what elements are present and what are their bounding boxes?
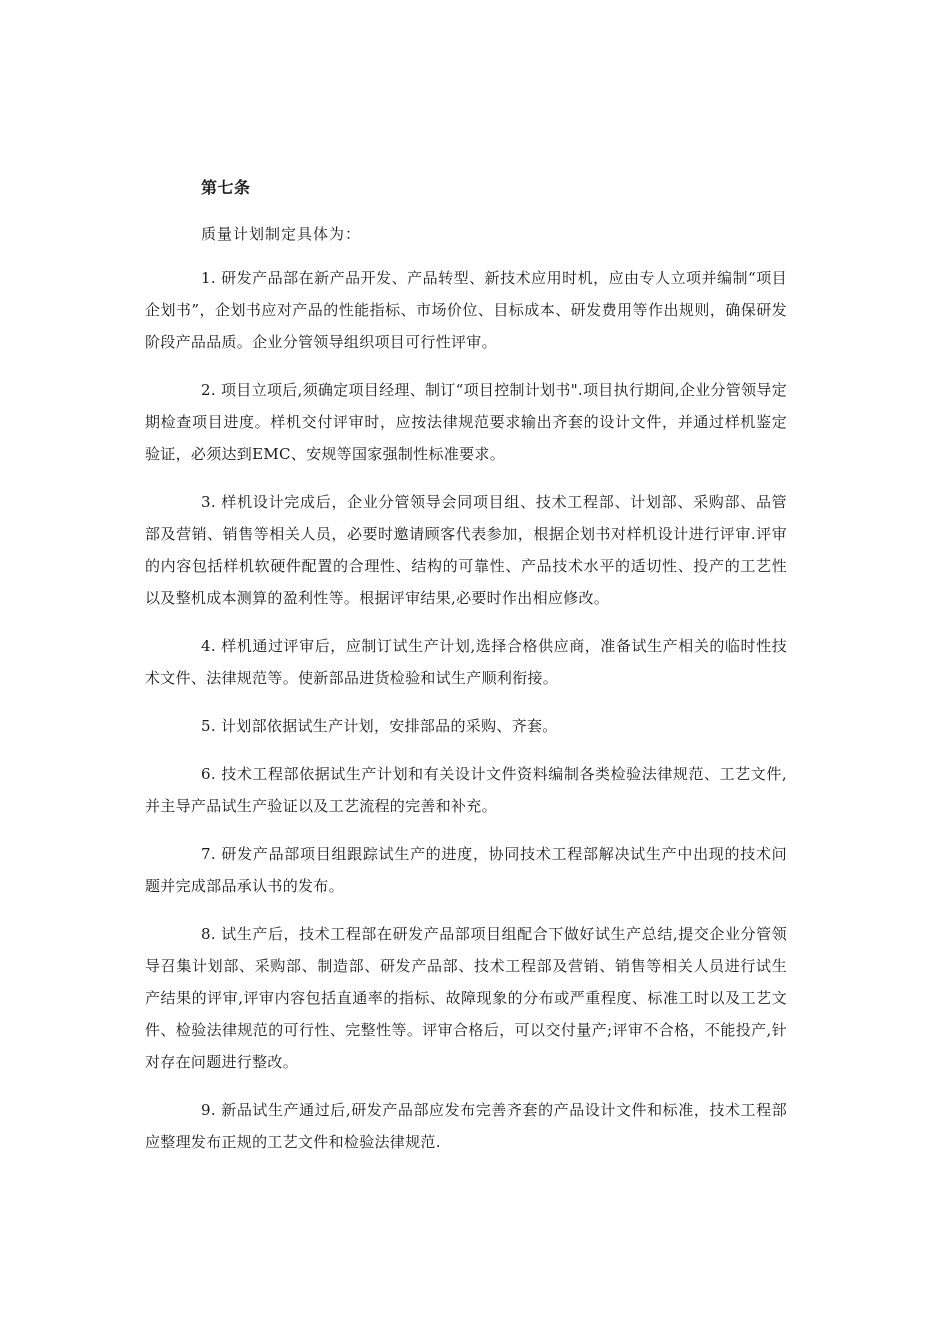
list-item: 3. 样机设计完成后，企业分管领导会同项目组、技术工程部、计划部、采购部、品管部及营销、销售等相关人员，必要时邀请顾客代表参加，根据企划书对样机设计进行评审.评审的内容包括样机软硬件配置的合理性、结构的可靠性、产品技术水平的适切性、投产的工艺性以及整机成本测算的盈利性等。根据评审结果,必要时作出相应修改。 [145, 493, 787, 607]
list-item: 1. 研发产品部在新产品开发、产品转型、新技术应用时机，应由专人立项并编制“项目企划书”，企划书应对产品的性能指标、市场价位、目标成本、研发费用等作出规则，确保研发阶段产品品质。企业分管领导组织项目可行性评审。 [145, 269, 787, 351]
list-item: 2. 项目立项后,须确定项目经理、制订“项目控制计划书".项目执行期间,企业分管领导定期检查项目进度。样机交付评审时，应按法律规范要求输出齐套的设计文件，并通过样机鉴定验证，必须达到EMC、安规等国家强制性标准要求。 [145, 381, 787, 463]
article-intro: 质量计划制定具体为： [201, 225, 362, 243]
item-list [145, 262, 787, 1174]
list-item: 7. 研发产品部项目组跟踪试生产的进度，协同技术工程部解决试生产中出现的技术问题并完成部品承认书的发布。 [145, 845, 787, 895]
list-item: 5. 计划部依据试生产计划，安排部品的采购、齐套。 [201, 717, 558, 735]
list-item: 9. 新品试生产通过后,研发产品部应发布完善齐套的产品设计文件和标准，技术工程部应整理发布正规的工艺文件和检验法律规范. [145, 1101, 787, 1151]
list-item: 6. 技术工程部依据试生产计划和有关设计文件资料编制各类检验法律规范、工艺文件,并主导产品试生产验证以及工艺流程的完善和补充。 [145, 765, 787, 815]
article-heading: 第七条 [201, 178, 251, 197]
list-item: 8. 试生产后，技术工程部在研发产品部项目组配合下做好试生产总结,提交企业分管领导召集计划部、采购部、制造部、研发产品部、技术工程部及营销、销售等相关人员进行试生产结果的评审,评审内容包括直通率的指标、故障现象的分布或严重程度、标准工时以及工艺文件、检验法律规范的可行性、完整性等。评审合格后，可以交付量产;评审不合格，不能投产,针对存在问题进行整改。 [145, 925, 787, 1071]
list-item: 4. 样机通过评审后，应制订试生产计划,选择合格供应商，准备试生产相关的临时性技术文件、法律规范等。使新部品进货检验和试生产顺利衔接。 [145, 637, 787, 687]
